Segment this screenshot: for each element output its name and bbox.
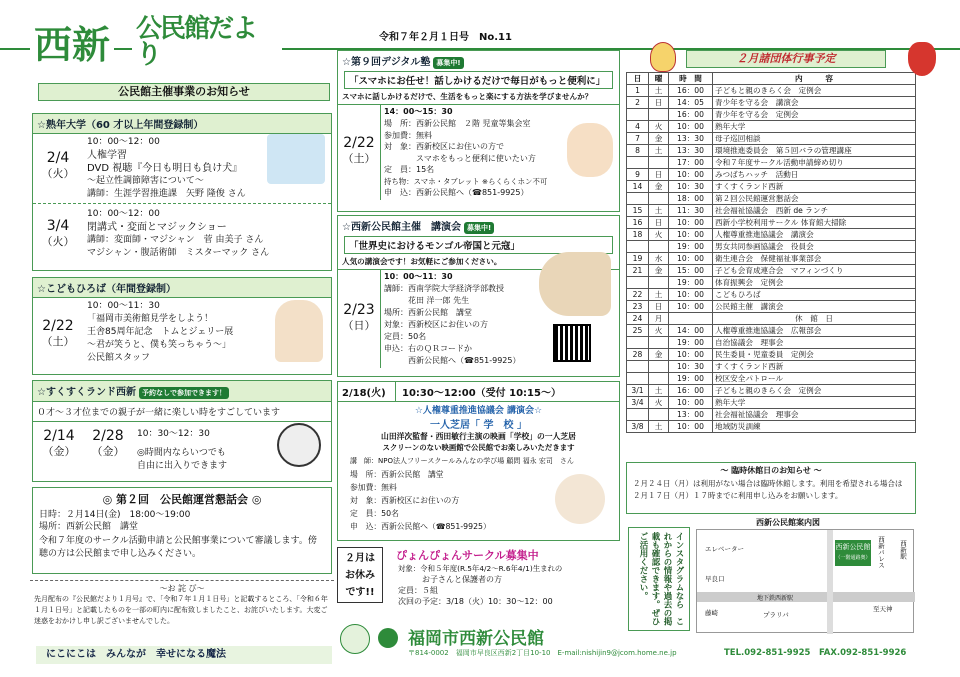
schedule-row: 8 土 13：30 環境推進委員会 第５回バラの管理講座: [627, 145, 916, 157]
movie-subtitle: 一人芝居「 学 校 」: [430, 420, 527, 431]
movie-desc-2: スクリーンのない映画館で公民館でお楽しみいただきます: [382, 443, 575, 452]
movie-section: [337, 381, 620, 541]
sukusuku-info: 10：30～12：30 ◎時間内ならいつでも 自由に出入りできます: [137, 429, 228, 471]
history-date: 2/23 （日）: [342, 302, 376, 332]
schedule-row: 4 火 10：00 熟年大学: [627, 121, 916, 133]
schedule-row: 19：00 体育振興会 定例会: [627, 277, 916, 289]
movie-date: 2/18(火): [338, 382, 396, 401]
schedule-row: 21 金 15：00 子ども会育成連合会 マフィンづくり: [627, 265, 916, 277]
map-area[interactable]: [696, 529, 914, 633]
map-kominkan: 西新公民館 （一階通路奥）: [835, 540, 871, 566]
jerry-illustration: [275, 300, 323, 362]
schedule-row: 19：00 校区安全パトロール: [627, 373, 916, 385]
masthead: [0, 8, 330, 78]
digital-title: ☆第９回デジタル塾: [342, 57, 431, 68]
temp-text: ２月２４日（月）は利用がない場合は臨時休館します。利用を希望される場合は２月１７日（月）１７時までに利用申し込みをお願いします。: [633, 479, 903, 500]
schedule-row: 17：00 令和７年度サークル活動申請締め切り: [627, 157, 916, 169]
issue-number: 令和７年２月１日号 No.11: [376, 28, 515, 43]
footer-tel: TEL.092-851-9925 FAX.092-851-9926: [724, 648, 907, 658]
closed-notice: ２月は お休み です!!: [337, 547, 383, 603]
schedule-row: 7 金 13：30 母子巡回相談: [627, 133, 916, 145]
schedule-row: 1 土 16：00 子どもと親のきらく会 定例会: [627, 85, 916, 97]
college-details-2: 10：00～12：00 閉講式・変面とマジックショー 講師：変面師・マジシャン 菅 由美子 さん マジシャン・腹話術師 ミスターマック さん: [87, 209, 270, 258]
schedule-row: 16 日 10：00 西新小学校利用サークル 体育館大掃除: [627, 217, 916, 229]
schedule-row: 19：00 男女共同参画協議会 役員会: [627, 241, 916, 253]
schedule-row: 28 金 10：00 民生委員・児童委員 定例会: [627, 349, 916, 361]
digital-catch: 「スマホにお任せ！話しかけるだけで毎日がもっと便利に」: [344, 71, 613, 89]
schedule-row: 19：00 自治協議会 理事会: [627, 337, 916, 349]
college-section: [32, 113, 332, 271]
schedule-row: 3/8 土 10：00 地域防災訓練: [627, 421, 916, 433]
speaker-illustration: [555, 474, 605, 524]
map-label-fujisaki: 藤崎: [705, 609, 718, 617]
schedule-table: [626, 72, 916, 433]
schedule-section: [626, 50, 916, 454]
footer: [336, 620, 916, 670]
college-title: ☆熟年大学（60 才以上年間登録制）: [33, 114, 331, 134]
schedule-row: 2 日 14：05 青少年を守る会 講演会: [627, 97, 916, 109]
digital-sub: スマホに話しかけるだけで、生活をもっと楽にする方法を学びませんか？: [338, 89, 619, 105]
horseman-illustration: [539, 252, 611, 316]
college-date-1: 2/4 （火）: [41, 150, 75, 180]
history-sub: 人気の講演会です！お気軽にご参加ください。: [338, 254, 619, 270]
map-label-tenjin: 至天神: [873, 605, 893, 613]
map-title: 西新公民館案内図: [756, 518, 820, 527]
history-section: [337, 215, 620, 377]
history-catch: 「世界史におけるモンゴル帝国と元寇」: [344, 236, 613, 254]
meeting-datetime: 日時：２月14日(金) 18:00～19:00: [39, 510, 191, 520]
movie-desc-1: 山田洋次監督・西田敏行主演の映画「学校」の一人芝居: [381, 432, 576, 441]
map-road-vertical: [827, 530, 833, 634]
map-label-station: 西新駅: [899, 540, 907, 560]
apology-text: 先月配布の『公民館だより１月号』で、「令和７年１月１日号」と記載するところ、「令和６年１月１日号」と記載したものを一部の町内に配布致しましたこと、お詫びいたします。大変ご迷惑をおかけし申し訳ございませんでした。: [34, 595, 328, 625]
masthead-subtitle: 公民館だより: [132, 16, 282, 68]
footer-mascot-icon: [340, 624, 370, 654]
pyon-details: 対象：令和５年度(R.5年4/2～R.6年4/1)生まれの お子さんと保護者の方 定員：５組 次回の予定：3/18（火）10：30～12：00: [398, 564, 563, 606]
history-details: 10：00～11：30 講師：西南学院大学経済学部教授 花田 洋一郎 先生 場所：西新公民館 講堂 対象：西新校区にお住いの方 定員：50名 申込：右のＱＲコードか 西新公民館へ（☎851-9925）: [380, 270, 523, 368]
temp-closure: [626, 462, 916, 514]
movie-details: 講 師：NPO法人フリースクールみんなの学び場 顧問 福永 宏司 さん 場 所：西新公民館 講堂 参加費：無料 対 象：西新校区にお住いの方 定 員：50名 申 込：西新公民館へ（☎851-9925）: [350, 457, 574, 531]
meeting-place: 場所：西新公民館 講堂: [39, 522, 139, 532]
schedule-row: 16：00 青少年を守る会 定例会: [627, 109, 916, 121]
schedule-row: 10：30 すくすくランド西新: [627, 361, 916, 373]
map-label-prariba: プラリバ: [763, 611, 789, 619]
schedule-row: 22 土 10：00 こどもひろば: [627, 289, 916, 301]
footer-logo-icon: [378, 628, 398, 648]
sukusuku-title: ☆すくすくランド西新: [37, 387, 136, 398]
smartphone-illustration: [567, 123, 613, 177]
footer-name: 福岡市西新公民館: [408, 629, 544, 649]
panda-illustration: [277, 423, 321, 467]
digital-details: 14：00～15：30 場 所：西新公民館 ２階 児童等集会室 参加費：無料 対 象：西新校区にお住いの方で スマホをもっと便利に使いたい方 定 員：15名 持ち物：スマホ・タブレット ※らくらくホン不可 申 込：西新公民館へ（☎851-9925）: [380, 105, 550, 200]
meeting-section: [32, 487, 332, 574]
kids-title: ☆こどもひろば（年間登録制）: [33, 278, 331, 298]
schedule-row: 14 金 10：30 すくすくランド西新: [627, 181, 916, 193]
schedule-row: 3/4 火 10：00 熟年大学: [627, 397, 916, 409]
schedule-row: 3/1 土 16：00 子どもと親のきらく会 定例会: [627, 385, 916, 397]
sukusuku-tag: 予約なしで参加できます！: [139, 387, 229, 399]
sukusuku-date-2: 2/28 （金）: [91, 428, 125, 458]
map-label-subway: 地下鉄西新駅: [757, 595, 794, 602]
college-date-2: 3/4 （火）: [41, 218, 75, 248]
schedule-row: 15 土 11：30 社会福祉協議会 西新 de ランチ: [627, 205, 916, 217]
schedule-header-row: 日 曜 時 間 内 容: [627, 73, 916, 85]
kids-date: 2/22 （土）: [41, 318, 75, 348]
schedule-row: 25 火 14：00 人権尊重推進協議会 広報部会: [627, 325, 916, 337]
pyon-section: [390, 547, 620, 615]
temp-title: ～ 臨時休館日のお知らせ ～: [720, 466, 822, 475]
kids-details: 10：00～11：30 「福岡市美術館見学をしよう！ 王舎85周年記念 トムとジェリー展 ～君が笑うと、僕も笑っちゃう～」 公民館スタッフ: [87, 301, 234, 363]
notice-header: 公民館主催事業のお知らせ: [38, 83, 330, 101]
digital-date: 2/22 （土）: [342, 135, 376, 165]
footer-address: 〒814-0002 福岡市早良区西新2丁目10-10 E-mail:nishijin9@jcom.home.ne.jp: [408, 649, 677, 657]
meeting-title: ◎ 第２回 公民館運営懇話会 ◎: [102, 493, 262, 506]
teacher-illustration: [267, 134, 325, 184]
qr-code[interactable]: [553, 324, 591, 362]
schedule-row: 23 日 10：00 公民館主催 講演会: [627, 301, 916, 313]
schedule-title: ２月諸団体行事予定: [686, 50, 886, 68]
kids-section: [32, 277, 332, 375]
digital-tag: 募集中!: [433, 57, 463, 69]
sukusuku-desc: ０才～３才位までの親子が一緒に楽しい時をすごしています: [33, 402, 331, 422]
map-section: [626, 517, 916, 635]
sukusuku-date-1: 2/14 （金）: [42, 428, 76, 458]
college-details-1: 10：00～12：00 人権学習 DVD 視聴『今日も明日も負け犬』 ～起立性調節障害について～ 講師：生涯学習推進課 矢野 隆俊 さん: [87, 137, 246, 199]
movie-time: 10:30～12:00（受付 10:15～）: [402, 388, 561, 399]
history-tag: 募集中!: [464, 222, 494, 234]
schedule-row: 18：00 第２回公民館運営懇話会: [627, 193, 916, 205]
sukusuku-section: [32, 380, 332, 482]
motto: にこにこは みんなが 幸せになる魔法: [36, 646, 332, 664]
map-label-palace: 西新パレス: [877, 536, 885, 569]
map-label-sawaraguchi: 早良口: [705, 575, 725, 583]
schedule-row: 9 日 10：00 みつばちハッチ 活動日: [627, 169, 916, 181]
movie-title: ☆人権尊重推進協議会 講演会☆: [414, 406, 543, 416]
instagram-note: インスタグラムなら これからの情報や過去の掲載も確認できます。ぜひご活用ください。: [628, 527, 690, 631]
meeting-desc: 令和７年度のサークル活動申請と公民館事業について審議します。傍聴の方は公民館まで申し込みください。: [39, 536, 317, 559]
map-label-elevator: エレベーター: [705, 545, 744, 553]
schedule-row: 24 月 休 館 日: [627, 313, 916, 325]
schedule-row: 19 水 10：00 衛生連合会 保健福祉事業部会: [627, 253, 916, 265]
oni-icon: [908, 42, 936, 76]
digital-section: [337, 50, 620, 212]
masthead-title: 西新: [30, 14, 114, 69]
history-title: ☆西新公民館主催 講演会: [342, 222, 461, 233]
pyon-title: ぴょんぴょんサークル募集中: [396, 549, 539, 562]
schedule-row: 13：00 社会福祉協議会 理事会: [627, 409, 916, 421]
apology-title: ～お 詫 び～: [159, 584, 205, 593]
map-road-main: [697, 592, 915, 602]
apology-section: [30, 580, 334, 636]
schedule-row: 18 火 10：00 人権尊重推進協議会 講演会: [627, 229, 916, 241]
daruma-icon: [650, 42, 676, 72]
